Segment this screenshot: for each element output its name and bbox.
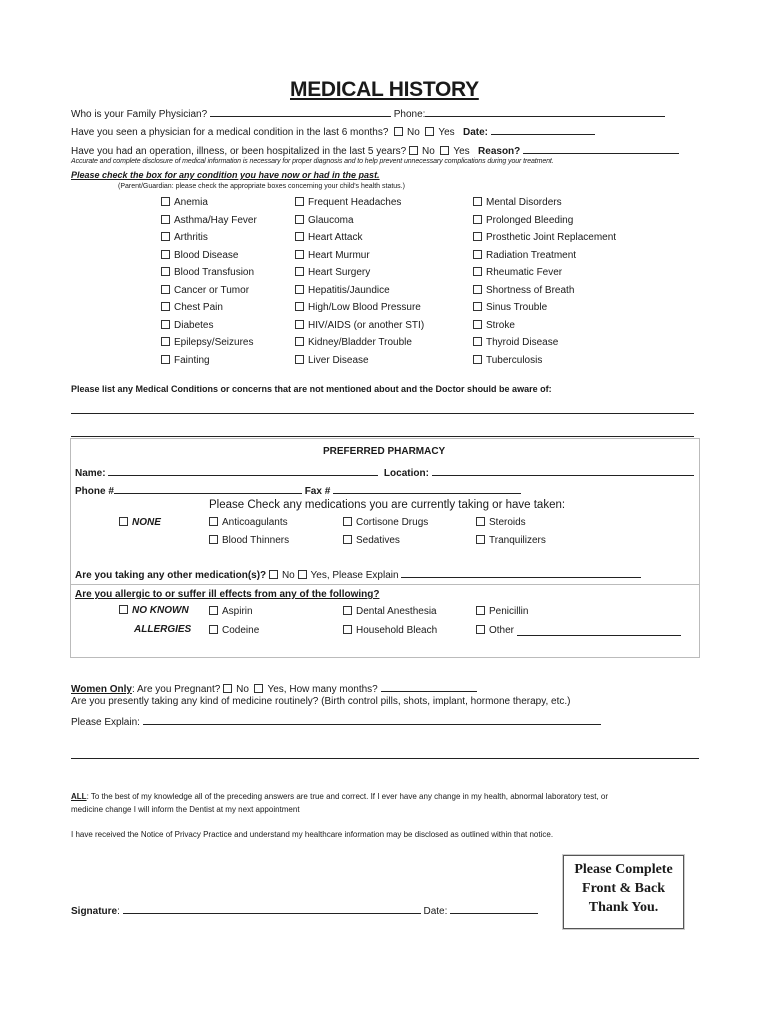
attestation-line-2: medicine change I will inform the Dentist at my next appointment bbox=[71, 805, 300, 814]
medications-none bbox=[119, 517, 161, 528]
medication-5-label: Sedatives bbox=[356, 535, 400, 546]
condition-2-8[interactable] bbox=[295, 320, 424, 331]
hosp-no-label: No bbox=[422, 146, 435, 157]
condition-3-1-label: Mental Disorders bbox=[486, 197, 562, 208]
condition-2-4-label: Heart Murmur bbox=[308, 249, 370, 261]
condition-3-7[interactable] bbox=[473, 302, 547, 313]
condition-1-6-checkbox[interactable] bbox=[161, 285, 170, 294]
condition-1-7[interactable] bbox=[161, 302, 223, 313]
condition-2-1-checkbox[interactable] bbox=[295, 197, 304, 206]
check-heading: Please check the box for any condition you have now or had in the past. bbox=[71, 170, 380, 180]
pharmacy-location-field[interactable] bbox=[432, 465, 694, 476]
pharmacy-phone-label: Phone # bbox=[75, 486, 114, 497]
reminder-line-2: Front & Back bbox=[582, 881, 665, 896]
signature-date-field[interactable] bbox=[450, 903, 538, 914]
medication-1[interactable] bbox=[209, 517, 288, 528]
condition-1-5-checkbox[interactable] bbox=[161, 267, 170, 276]
other-conditions-label: Please list any Medical Conditions or concerns that are not mentioned about and the Doctor should be aware of: bbox=[71, 384, 552, 394]
women-pregnant-row bbox=[71, 681, 477, 695]
hosp-yes-label: Yes bbox=[453, 146, 470, 157]
pharmacy-fax-field[interactable] bbox=[333, 483, 521, 494]
physician-field[interactable] bbox=[210, 106, 391, 117]
attestation-text-1: : To the best of my knowledge all of the preceding answers are true and correct. If I ever have any change in my health, abnormal laboratory test, or bbox=[86, 792, 609, 801]
pharmacy-name-row bbox=[75, 465, 694, 479]
medication-4[interactable] bbox=[209, 535, 289, 546]
seen-date-label: Date: bbox=[463, 127, 489, 138]
condition-3-5[interactable] bbox=[473, 267, 562, 278]
condition-2-7-checkbox[interactable] bbox=[295, 302, 304, 311]
condition-1-5-label: Blood Transfusion bbox=[174, 267, 255, 278]
signature-row: Signature: Date: bbox=[71, 903, 538, 917]
condition-3-8[interactable] bbox=[473, 320, 515, 331]
condition-2-4[interactable] bbox=[295, 250, 370, 261]
allergy-3-label: Penicillin bbox=[489, 606, 529, 617]
pregnant-yes-checkbox[interactable] bbox=[254, 684, 263, 693]
allergy-6-checkbox[interactable] bbox=[476, 625, 485, 634]
all-label: ALL bbox=[71, 792, 87, 801]
condition-1-2-checkbox[interactable] bbox=[161, 215, 170, 224]
condition-1-1-label: Anemia bbox=[174, 197, 208, 208]
allergy-5[interactable] bbox=[343, 625, 437, 636]
condition-1-9-checkbox[interactable] bbox=[161, 337, 170, 346]
medication-4-label: Blood Thinners bbox=[222, 535, 290, 546]
pharmacy-name-label: Name: bbox=[75, 468, 106, 479]
allergy-1[interactable] bbox=[209, 606, 253, 617]
allergy-2-checkbox[interactable] bbox=[343, 606, 352, 615]
privacy-notice: I have received the Notice of Privacy Practice and understand my healthcare information may be disclosed as outlined within that notice. bbox=[71, 830, 554, 839]
seen-yes-label: Yes bbox=[438, 127, 455, 138]
condition-2-2[interactable] bbox=[295, 215, 354, 226]
condition-1-8-label: Diabetes bbox=[174, 319, 214, 331]
pharmacy-fax-label: Fax # bbox=[304, 486, 331, 497]
section-divider bbox=[70, 584, 699, 585]
condition-2-9-checkbox[interactable] bbox=[295, 337, 304, 346]
condition-3-7-label: Sinus Trouble bbox=[486, 302, 548, 313]
condition-3-3-checkbox[interactable] bbox=[473, 232, 482, 241]
condition-3-4-checkbox[interactable] bbox=[473, 250, 482, 259]
medications-none-label: NONE bbox=[132, 517, 161, 528]
condition-2-2-checkbox[interactable] bbox=[295, 215, 304, 224]
condition-1-5[interactable] bbox=[161, 267, 254, 278]
seen-no-checkbox[interactable] bbox=[394, 127, 403, 136]
condition-2-10-label: Liver Disease bbox=[308, 354, 369, 366]
condition-3-9-label: Thyroid Disease bbox=[486, 337, 559, 348]
pregnant-question: : Are you Pregnant? bbox=[131, 684, 221, 695]
condition-3-2[interactable] bbox=[473, 215, 573, 226]
condition-2-9-label: Kidney/Bladder Trouble bbox=[308, 337, 412, 348]
condition-1-6[interactable] bbox=[161, 285, 249, 296]
condition-3-5-checkbox[interactable] bbox=[473, 267, 482, 276]
condition-1-3[interactable] bbox=[161, 232, 208, 243]
medications-heading: Please Check any medications you are currently taking or have taken: bbox=[209, 499, 566, 511]
pharmacy-phone-field[interactable] bbox=[114, 483, 302, 494]
condition-1-10-label: Fainting bbox=[174, 354, 210, 366]
condition-3-9[interactable] bbox=[473, 337, 558, 348]
condition-2-6[interactable] bbox=[295, 285, 390, 296]
condition-1-7-checkbox[interactable] bbox=[161, 302, 170, 311]
allergy-2[interactable] bbox=[343, 606, 437, 617]
condition-3-8-checkbox[interactable] bbox=[473, 320, 482, 329]
allergy-4-checkbox[interactable] bbox=[209, 625, 218, 634]
condition-1-1-checkbox[interactable] bbox=[161, 197, 170, 206]
seen-date-field[interactable] bbox=[491, 124, 595, 135]
allergies-none bbox=[119, 605, 189, 616]
phone-field[interactable] bbox=[425, 106, 665, 117]
seen-physician-question: Have you seen a physician for a medical condition in the last 6 months? bbox=[71, 127, 389, 138]
allergy-4[interactable] bbox=[209, 625, 259, 636]
condition-2-1[interactable] bbox=[295, 197, 401, 208]
medication-3[interactable] bbox=[476, 517, 526, 528]
allergies-none-line2: ALLERGIES bbox=[134, 624, 192, 635]
seen-no-label: No bbox=[406, 127, 420, 138]
condition-2-1-label: Frequent Headaches bbox=[308, 197, 402, 208]
medication-3-checkbox[interactable] bbox=[476, 517, 485, 526]
condition-3-10[interactable] bbox=[473, 355, 542, 366]
condition-3-5-label: Rheumatic Fever bbox=[486, 267, 563, 278]
medication-1-label: Anticoagulants bbox=[222, 517, 288, 528]
condition-3-8-label: Stroke bbox=[486, 319, 515, 331]
medication-6-checkbox[interactable] bbox=[476, 535, 485, 544]
physician-label: Who is your Family Physician? bbox=[71, 109, 208, 120]
condition-1-4-label: Blood Disease bbox=[174, 249, 239, 261]
condition-2-7-label: High/Low Blood Pressure bbox=[308, 302, 421, 313]
condition-1-9-label: Epilepsy/Seizures bbox=[174, 337, 254, 348]
condition-2-3-label: Heart Attack bbox=[308, 232, 363, 243]
medication-5-checkbox[interactable] bbox=[343, 535, 352, 544]
condition-3-2-checkbox[interactable] bbox=[473, 215, 482, 224]
other-conditions-line-2[interactable] bbox=[71, 436, 694, 437]
medication-3-label: Steroids bbox=[489, 517, 526, 528]
medication-2-checkbox[interactable] bbox=[343, 517, 352, 526]
condition-1-2[interactable] bbox=[161, 215, 257, 226]
condition-1-8-checkbox[interactable] bbox=[161, 320, 170, 329]
condition-2-10[interactable] bbox=[295, 355, 369, 366]
condition-1-8[interactable] bbox=[161, 320, 213, 331]
condition-1-6-label: Cancer or Tumor bbox=[174, 284, 250, 296]
condition-3-6-label: Shortness of Breath bbox=[486, 284, 575, 296]
pharmacy-location-label: Location: bbox=[383, 468, 429, 479]
routine-medicine-question: Are you presently taking any kind of medicine routinely? (Birth control pills, shots, implant, hormone therapy, etc.) bbox=[71, 696, 571, 707]
medication-6[interactable] bbox=[476, 535, 546, 546]
allergy-5-label: Household Bleach bbox=[356, 625, 438, 636]
physician-row bbox=[71, 106, 665, 120]
condition-1-7-label: Chest Pain bbox=[174, 302, 223, 313]
other-meds-no-label: No bbox=[281, 570, 295, 581]
hospitalized-question: Have you had an operation, illness, or been hospitalized in the last 5 years? bbox=[71, 146, 407, 157]
condition-2-7[interactable] bbox=[295, 302, 421, 313]
condition-2-4-checkbox[interactable] bbox=[295, 250, 304, 259]
other-meds-no-checkbox[interactable] bbox=[269, 570, 278, 579]
seen-yes-checkbox[interactable] bbox=[425, 127, 434, 136]
pharmacy-heading: PREFERRED PHARMACY bbox=[323, 446, 446, 457]
allergy-5-checkbox[interactable] bbox=[343, 625, 352, 634]
allergy-3-checkbox[interactable] bbox=[476, 606, 485, 615]
other-conditions-line-1[interactable] bbox=[71, 413, 694, 414]
allergy-3[interactable] bbox=[476, 606, 528, 617]
allergy-6[interactable] bbox=[476, 625, 514, 636]
hospitalized-row bbox=[71, 143, 679, 157]
condition-3-7-checkbox[interactable] bbox=[473, 302, 482, 311]
condition-1-10-checkbox[interactable] bbox=[161, 355, 170, 364]
condition-2-8-label: HIV/AIDS (or another STI) bbox=[308, 319, 425, 331]
page-title: MEDICAL HISTORY bbox=[290, 78, 479, 101]
attestation-line-1 bbox=[71, 792, 608, 801]
please-explain-label: Please Explain: bbox=[71, 717, 140, 728]
signature-date-label: Date: bbox=[423, 906, 448, 917]
condition-3-4[interactable] bbox=[473, 250, 576, 261]
condition-2-9[interactable] bbox=[295, 337, 412, 348]
hosp-reason-label: Reason? bbox=[478, 146, 521, 157]
allergy-4-label: Codeine bbox=[222, 625, 260, 636]
condition-2-5-checkbox[interactable] bbox=[295, 267, 304, 276]
condition-3-1[interactable] bbox=[473, 197, 562, 208]
condition-1-9[interactable] bbox=[161, 337, 253, 348]
condition-2-5-label: Heart Surgery bbox=[308, 267, 371, 278]
disclosure-note: Accurate and complete disclosure of medical information is necessary for proper diagnosis and to help prevent unnecessary complications during your treatment. bbox=[71, 158, 554, 165]
condition-1-3-checkbox[interactable] bbox=[161, 232, 170, 241]
reminder-line-1: Please Complete bbox=[574, 862, 673, 877]
women-only-label: Women Only bbox=[71, 684, 132, 695]
hosp-yes-checkbox[interactable] bbox=[440, 146, 449, 155]
pregnant-no-label: No bbox=[236, 684, 249, 695]
condition-1-3-label: Arthritis bbox=[174, 232, 208, 243]
pregnant-no-checkbox[interactable] bbox=[223, 684, 232, 693]
phone-label: Phone: bbox=[393, 109, 426, 120]
condition-3-10-checkbox[interactable] bbox=[473, 355, 482, 364]
guardian-note: (Parent/Guardian: please check the appropriate boxes concerning your child's health status.) bbox=[118, 183, 405, 190]
condition-2-6-label: Hepatitis/Jaundice bbox=[308, 284, 390, 296]
condition-1-4[interactable] bbox=[161, 250, 238, 261]
condition-3-3-label: Prosthetic Joint Replacement bbox=[486, 232, 617, 243]
allergies-none-line1: NO KNOWN bbox=[132, 605, 189, 616]
medications-none-checkbox[interactable] bbox=[119, 517, 128, 526]
condition-1-2-label: Asthma/Hay Fever bbox=[174, 214, 257, 226]
hosp-reason-field[interactable] bbox=[523, 143, 679, 154]
allergy-1-label: Aspirin bbox=[222, 606, 253, 617]
condition-2-2-label: Glaucoma bbox=[308, 214, 354, 226]
hosp-no-checkbox[interactable] bbox=[409, 146, 418, 155]
seen-physician-row bbox=[71, 124, 595, 138]
allergy-1-checkbox[interactable] bbox=[209, 606, 218, 615]
medication-6-label: Tranquilizers bbox=[489, 535, 546, 546]
medication-2-label: Cortisone Drugs bbox=[356, 517, 429, 528]
condition-1-4-checkbox[interactable] bbox=[161, 250, 170, 259]
condition-3-9-checkbox[interactable] bbox=[473, 337, 482, 346]
other-meds-question: Are you taking any other medication(s)? bbox=[75, 570, 267, 581]
condition-3-10-label: Tuberculosis bbox=[486, 354, 543, 366]
allergy-6-label: Other bbox=[489, 625, 515, 636]
condition-2-10-checkbox[interactable] bbox=[295, 355, 304, 364]
please-explain-row bbox=[71, 714, 601, 728]
allergies-none-checkbox[interactable] bbox=[119, 605, 128, 614]
please-explain-field[interactable] bbox=[143, 714, 601, 725]
signature-label: Signature bbox=[71, 906, 118, 917]
signature-field[interactable] bbox=[123, 903, 421, 914]
pharmacy-name-field[interactable] bbox=[108, 465, 378, 476]
other-meds-yes-checkbox[interactable] bbox=[298, 570, 307, 579]
allergy-other-field[interactable] bbox=[517, 635, 681, 636]
medication-2[interactable] bbox=[343, 517, 428, 528]
pharmacy-phone-row bbox=[75, 483, 521, 497]
condition-2-3[interactable] bbox=[295, 232, 362, 243]
condition-3-3[interactable] bbox=[473, 232, 616, 243]
medication-1-checkbox[interactable] bbox=[209, 517, 218, 526]
condition-3-2-label: Prolonged Bleeding bbox=[486, 214, 574, 226]
condition-1-1[interactable] bbox=[161, 197, 208, 208]
other-medications-row bbox=[75, 567, 641, 581]
condition-1-10[interactable] bbox=[161, 355, 210, 366]
reminder-box bbox=[563, 855, 684, 929]
condition-3-6-checkbox[interactable] bbox=[473, 285, 482, 294]
condition-3-1-checkbox[interactable] bbox=[473, 197, 482, 206]
other-meds-explain-field[interactable] bbox=[401, 567, 641, 578]
pregnant-months-field[interactable] bbox=[381, 681, 477, 692]
allergy-2-label: Dental Anesthesia bbox=[356, 606, 437, 617]
condition-2-8-checkbox[interactable] bbox=[295, 320, 304, 329]
condition-2-5[interactable] bbox=[295, 267, 370, 278]
condition-2-3-checkbox[interactable] bbox=[295, 232, 304, 241]
allergies-heading: Are you allergic to or suffer ill effects from any of the following? bbox=[75, 589, 380, 600]
reminder-line-3: Thank You. bbox=[588, 900, 659, 915]
other-meds-yes-label: Yes, Please Explain bbox=[310, 570, 399, 581]
pregnant-yes-label: Yes, How many months? bbox=[267, 684, 378, 695]
medication-5[interactable] bbox=[343, 535, 400, 546]
medication-4-checkbox[interactable] bbox=[209, 535, 218, 544]
condition-3-6[interactable] bbox=[473, 285, 574, 296]
explain-line-2[interactable] bbox=[71, 758, 699, 759]
condition-2-6-checkbox[interactable] bbox=[295, 285, 304, 294]
condition-3-4-label: Radiation Treatment bbox=[486, 249, 577, 261]
